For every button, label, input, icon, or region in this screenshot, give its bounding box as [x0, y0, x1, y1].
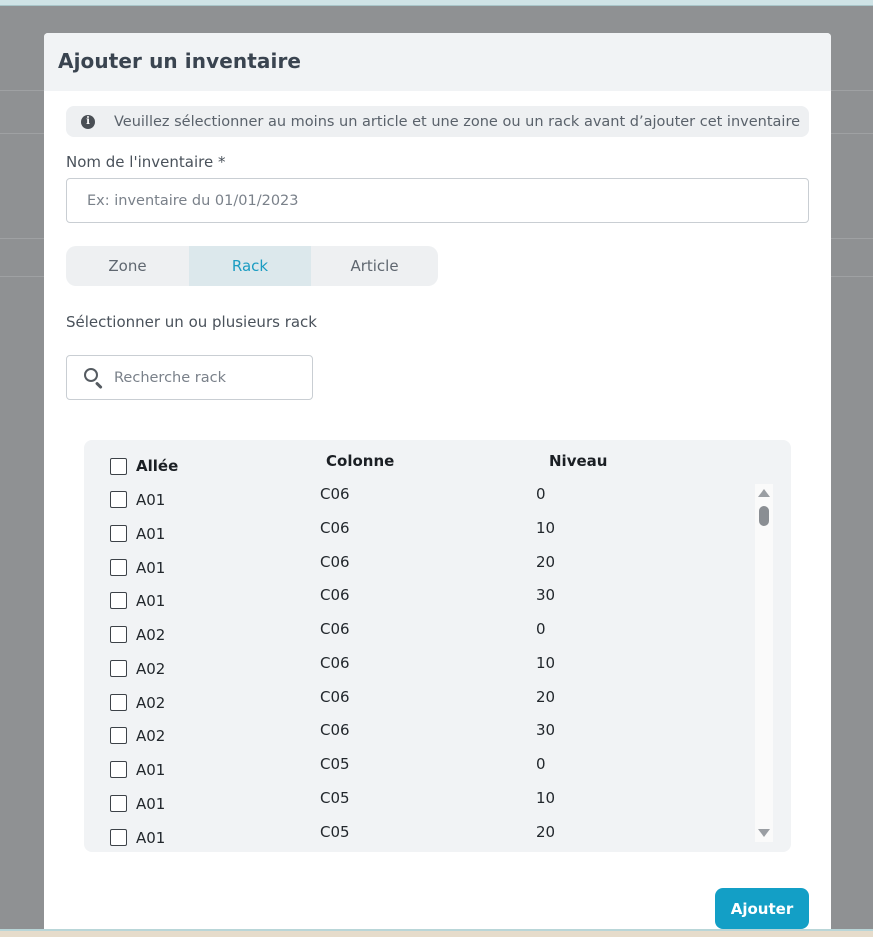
cell-aisle: A01	[136, 559, 166, 577]
cell-level: 20	[536, 553, 556, 571]
rack-selection-label: Sélectionner un ou plusieurs rack	[66, 313, 317, 331]
cell-column: C06	[320, 485, 350, 503]
table-scrollbar[interactable]	[755, 484, 773, 842]
add-inventory-button[interactable]: Ajouter	[715, 888, 809, 929]
cell-aisle: A02	[136, 626, 166, 644]
table-row[interactable]	[84, 581, 791, 615]
row-checkbox[interactable]	[110, 592, 127, 609]
cell-aisle: A02	[136, 660, 166, 678]
cell-column: C06	[320, 654, 350, 672]
inventory-name-input[interactable]	[66, 178, 809, 223]
cell-aisle: A01	[136, 795, 166, 813]
cell-level: 30	[536, 586, 556, 604]
modal-header	[44, 33, 831, 91]
cell-level: 10	[536, 789, 556, 807]
info-text: Veuillez sélectionner au moins un article et une zone ou un rack avant d’ajouter cet inventaire	[114, 113, 801, 130]
scroll-down-arrow-icon[interactable]	[758, 829, 770, 837]
table-rows	[84, 480, 791, 852]
add-inventory-modal	[44, 33, 831, 937]
cell-aisle: A01	[136, 761, 166, 779]
cell-level: 10	[536, 654, 556, 672]
table-row[interactable]	[84, 750, 791, 784]
table-row[interactable]	[84, 784, 791, 818]
table-row[interactable]	[84, 716, 791, 750]
cell-column: C05	[320, 823, 350, 841]
row-checkbox[interactable]	[110, 761, 127, 778]
cell-level: 0	[536, 755, 546, 773]
row-checkbox[interactable]	[110, 829, 127, 846]
info-icon: i	[81, 115, 95, 129]
cell-column: C06	[320, 519, 350, 537]
cell-aisle: A01	[136, 592, 166, 610]
table-row[interactable]	[84, 649, 791, 683]
row-checkbox[interactable]	[110, 525, 127, 542]
cell-level: 30	[536, 721, 556, 739]
row-checkbox[interactable]	[110, 626, 127, 643]
table-row[interactable]	[84, 818, 791, 852]
cell-aisle: A01	[136, 525, 166, 543]
cell-level: 20	[536, 688, 556, 706]
rack-search-input[interactable]	[114, 370, 294, 386]
tab-zone[interactable]: Zone	[108, 257, 147, 275]
inventory-name-label: Nom de l'inventaire *	[66, 153, 226, 171]
header-level: Niveau	[549, 452, 608, 470]
table-row[interactable]	[84, 683, 791, 717]
table-row[interactable]	[84, 514, 791, 548]
row-checkbox[interactable]	[110, 694, 127, 711]
row-checkbox[interactable]	[110, 559, 127, 576]
cell-aisle: A01	[136, 491, 166, 509]
tab-article[interactable]: Article	[350, 257, 399, 275]
cell-column: C06	[320, 688, 350, 706]
cell-column: C05	[320, 755, 350, 773]
cell-level: 20	[536, 823, 556, 841]
selection-tabs	[66, 246, 438, 286]
row-checkbox[interactable]	[110, 795, 127, 812]
rack-table	[84, 440, 791, 852]
table-row[interactable]	[84, 615, 791, 649]
cell-column: C05	[320, 789, 350, 807]
bottom-strip	[0, 929, 873, 937]
info-banner	[66, 106, 809, 137]
cell-level: 0	[536, 620, 546, 638]
scroll-up-arrow-icon[interactable]	[758, 489, 770, 497]
select-all-checkbox[interactable]	[110, 458, 127, 475]
cell-column: C06	[320, 553, 350, 571]
table-row[interactable]	[84, 548, 791, 582]
cell-column: C06	[320, 586, 350, 604]
row-checkbox[interactable]	[110, 660, 127, 677]
cell-level: 10	[536, 519, 556, 537]
cell-column: C06	[320, 721, 350, 739]
header-column: Colonne	[326, 452, 395, 470]
cell-aisle: A01	[136, 829, 166, 847]
table-row[interactable]	[84, 480, 791, 514]
tab-rack[interactable]: Rack	[189, 246, 311, 286]
header-aisle: Allée	[136, 457, 179, 475]
scrollbar-thumb[interactable]	[759, 506, 769, 526]
modal-title: Ajouter un inventaire	[58, 49, 302, 73]
cell-level: 0	[536, 485, 546, 503]
cell-aisle: A02	[136, 694, 166, 712]
cell-column: C06	[320, 620, 350, 638]
top-strip	[0, 0, 873, 6]
row-checkbox[interactable]	[110, 727, 127, 744]
search-icon	[83, 367, 105, 389]
rack-search-box[interactable]	[66, 355, 313, 400]
row-checkbox[interactable]	[110, 491, 127, 508]
cell-aisle: A02	[136, 727, 166, 745]
